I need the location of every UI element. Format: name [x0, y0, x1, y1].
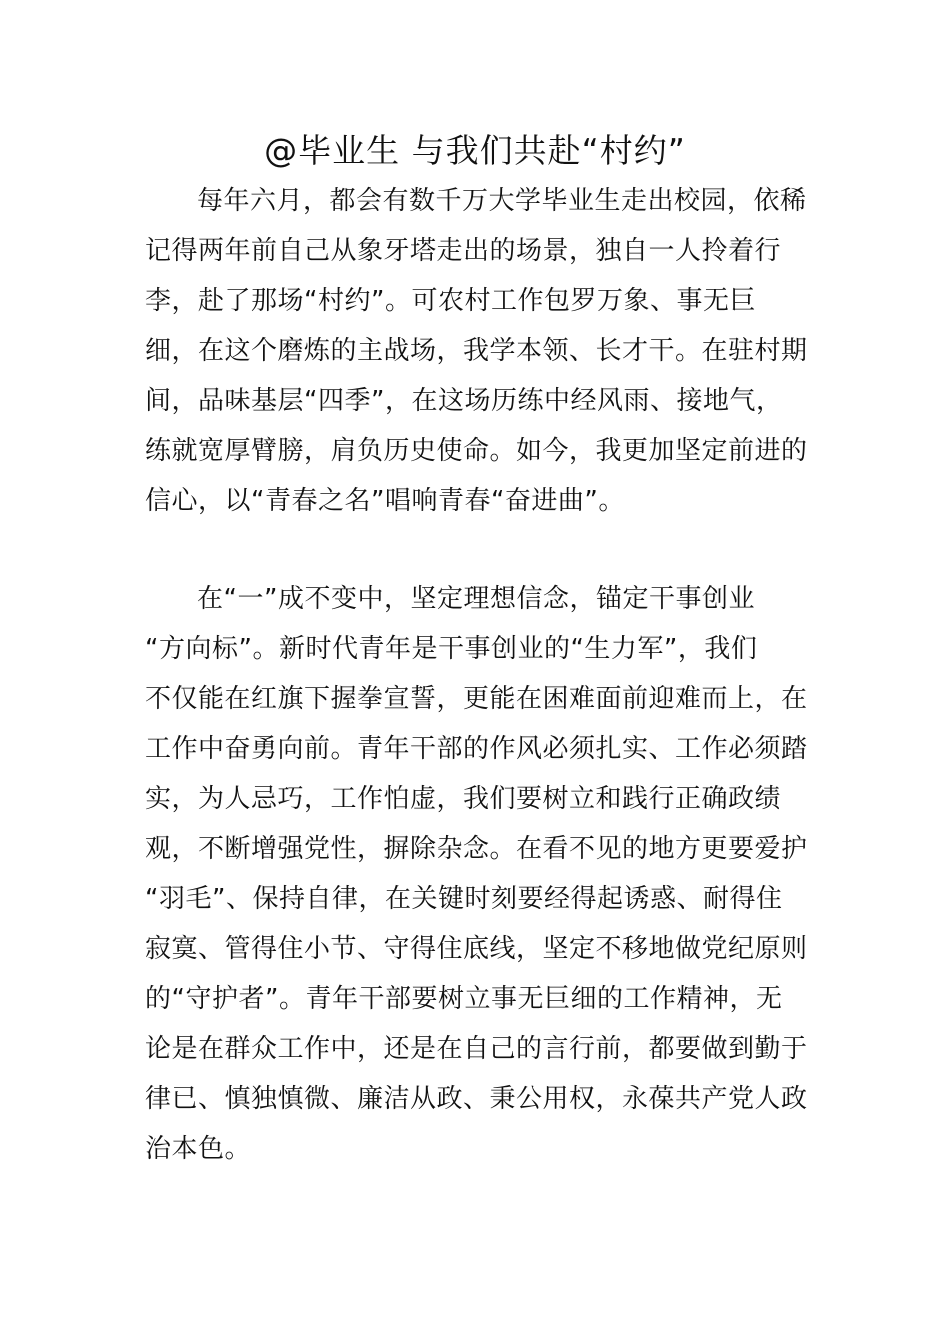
- paragraph-line: 在“一”成不变中，坚定理想信念，锚定干事创业: [197, 584, 755, 614]
- paragraph-line: “方向标”。新时代青年是干事创业的“生力军”，我们: [145, 634, 758, 664]
- paragraph-line: 记得两年前自己从象牙塔走出的场景，独自一人拎着行: [145, 236, 782, 266]
- paragraph-line: 观，不断增强党性，摒除杂念。在看不见的地方更要爱护: [145, 834, 808, 864]
- paragraph-line: 的“守护者”。青年干部要树立事无巨细的工作精神，无: [145, 984, 783, 1014]
- paragraph-line: 工作中奋勇向前。青年干部的作风必须扎实、工作必须踏: [145, 734, 808, 764]
- paragraph-line: “羽毛”、保持自律，在关键时刻要经得起诱惑、耐得住: [145, 884, 783, 914]
- paragraph-line: 每年六月，都会有数千万大学毕业生走出校园，依稀: [197, 186, 807, 216]
- paragraph-line: 治本色。: [145, 1134, 252, 1164]
- paragraph-line: 不仅能在红旗下握拳宣誓，更能在困难面前迎难而上，在: [145, 684, 808, 714]
- paragraph-line: 律已、慎独慎微、廉洁从政、秉公用权，永葆共产党人政: [145, 1084, 808, 1114]
- paragraph-line: 信心，以“青春之名”唱响青春“奋进曲”。: [145, 486, 625, 516]
- page-title: @毕业生 与我们共赴“村约”: [264, 131, 686, 170]
- paragraph-line: 间，品味基层“四季”，在这场历练中经风雨、接地气，: [145, 386, 783, 416]
- paragraph-line: 论是在群众工作中，还是在自己的言行前，都要做到勤于: [145, 1034, 808, 1064]
- paragraph-line: 练就宽厚臂膀，肩负历史使命。如今，我更加坚定前进的: [145, 436, 808, 466]
- paragraph-line: 寂寞、管得住小节、守得住底线，坚定不移地做党纪原则: [145, 934, 808, 964]
- paragraph-line: 细，在这个磨炼的主战场，我学本领、长才干。在驻村期: [145, 336, 808, 366]
- paragraph-line: 实，为人忌巧，工作怕虚，我们要树立和践行正确政绩: [145, 784, 782, 814]
- paragraph-line: 李，赴了那场“村约”。可农村工作包罗万象、事无巨: [145, 286, 756, 316]
